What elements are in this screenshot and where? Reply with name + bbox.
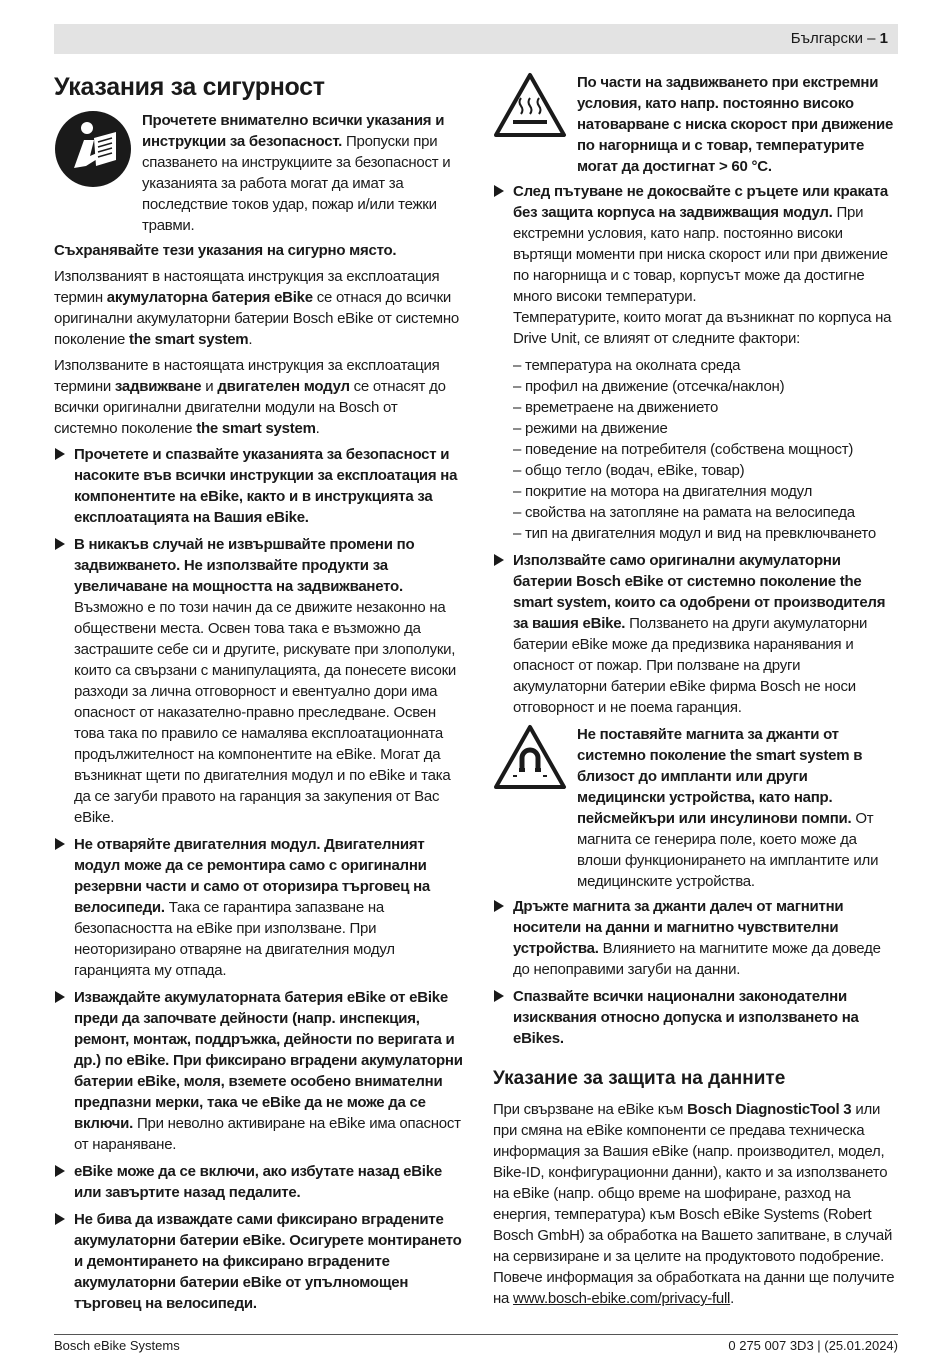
magnet-warning-text: Не поставяйте магнита за джанти от системно поколение the smart system в близост до импланти или други медицински устройства, като напр. пейсмейкъри или инсулинови помпи. От магнита се генерира поле, което може да влоши функционирането на имплантите или медицинските устройства. (577, 726, 879, 890)
list-item: – свойства на затопляне на рамата на велосипеда (513, 502, 898, 523)
page-number: 1 (879, 30, 888, 47)
footer-company: Bosch eBike Systems (54, 1338, 180, 1353)
list-item: – поведение на потребителя (собствена мощност) (513, 439, 898, 460)
drive-term-paragraph: Използваните в настоящата инструкция за експлоатация термини задвижване и двигателен модул се отнасят до всички оригинални двигателни модули на Bosch от системно поколение the smart system. (54, 357, 446, 437)
bullet-item: Изваждайте акумулаторната батерия eBike от eBike преди да започвате дейности (напр. инспекция, ремонт, монтаж, поддръжка, дейности по веригата и др.) по eBike. При фиксирано вградени акумулаторни батерии eBike, моля, вземете особено внимателни предпазни мерки, така че eBike да не може да се включи. При неволно активиране на eBike има опасност от нараняване. (54, 987, 464, 1155)
read-instructions-block (54, 110, 464, 236)
temperature-factors-intro: Температурите, които могат да възникнат по корпуса на Drive Unit, се влияят от следните фактори: (513, 309, 892, 347)
left-column (54, 72, 464, 1320)
footer-doc-number: 0 275 007 3D3 | (25.01.2024) (728, 1338, 898, 1353)
header-bar (54, 24, 898, 54)
data-protection-text: При свързване на eBike към Bosch DiagnosticTool 3 или при смяна на eBike компоненти се предава техническа информация за Вашия eBike (напр. производител, модел, Bike-ID, конфигурационни данни), както и за използването на eBike (напр. общо време на шофиране, разход на енергия, температура) към Bosch eBike Systems (Robert Bosch GmbH) за обработка на Вашето запитване, в случай на сервизиране и за целите на продуктовото подобрение. Повече информация за обработката на данни ще получите на www.bosch-ebike.com/privacy-full. (493, 1101, 895, 1307)
bullet-arrow-icon (494, 554, 504, 566)
list-item: – температура на околната среда (513, 355, 898, 376)
bullet-item: Използвайте само оригинални акумулаторни батерии Bosch eBike от системно поколение the smart system, които са одобрени от производителя за вашия eBike. Ползването на други акумулаторни батерии eBike може да предизвика наранявания и опасност от пожар. При ползване на други акумулаторни батерии eBike фирма Bosch не носи отговорност и не поема гаранция. (493, 550, 898, 718)
header-separator: – (862, 30, 880, 47)
list-item: – времетраене на движението (513, 397, 898, 418)
footer-divider (54, 1334, 898, 1335)
bullet-arrow-icon (55, 538, 65, 550)
read-instructions-text: Прочетете внимателно всички указания и инструкции за безопасност. Пропуски при спазването на инструкциите за безопасност и указанията за работа могат да имат за последствие токов удар, пожар и/или тежки травми. (142, 112, 451, 234)
hot-surface-text: По части на задвижването при екстремни условия, като напр. постоянно високо натоварване с ниска скорост при движение по нагорнища и с товар, температурите могат да достигнат > 60 °C. (577, 74, 894, 175)
magnet-warning-icon (493, 724, 567, 795)
hot-surface-warning-icon (493, 72, 567, 143)
bullet-arrow-icon (55, 1165, 65, 1177)
list-item: – покритие на мотора на двигателния модул (513, 481, 898, 502)
bullet-arrow-icon (55, 1213, 65, 1225)
bullet-item: eBike може да се включи, ако избутате назад eBike или завъртите назад педалите. (54, 1161, 464, 1203)
right-column (493, 72, 898, 1314)
bullet-arrow-icon (55, 838, 65, 850)
header-language: Български (790, 30, 863, 47)
list-item: – тип на двигателния модул и вид на превключването (513, 523, 898, 544)
list-item: – общо тегло (водач, eBike, товар) (513, 460, 898, 481)
page-header (791, 30, 888, 47)
bullet-arrow-icon (494, 990, 504, 1002)
keep-instructions: Съхранявайте тези указания на сигурно място. (54, 242, 397, 259)
page-title: Указания за сигурност (54, 73, 325, 101)
hot-surface-block (493, 72, 898, 177)
list-item: – профил на движение (отсечка/наклон) (513, 376, 898, 397)
bullet-arrow-icon (55, 991, 65, 1003)
bullet-arrow-icon (55, 448, 65, 460)
bullet-item: Не отваряйте двигателния модул. Двигателният модул може да се ремонтира само с оригинални резервни части и само от оторизира търговец на велосипеди. Така се гарантира запазване на безопасността на eBike при използване. При неоторизирано отваряне на двигателния модул гаранцията му отпада. (54, 834, 464, 981)
privacy-link[interactable]: www.bosch-ebike.com/privacy-full (513, 1290, 731, 1307)
magnet-warning-block (493, 724, 898, 892)
bullet-item: Спазвайте всички национални законодателни изисквания относно допуска и използването на eBikes. (493, 986, 898, 1049)
bullet-item: В никакъв случай не извършвайте промени по задвижването. Не използвайте продукти за увеличаване на мощността на задвижването. Възможно е по този начин да се движите незаконно на обществени места. Освен това така е възможно да застрашите себе си и другите, рискувате при злополуки, които са свързани с манипулацията, да понесете високи разходи за лична отговорност и евентуално дори има опасност от наказателно-правно преследване. Освен това така по правило се намалява експлоатационната продължителност на компонентите на eBike. Могат да възникнат щети по двигателния модул и по eBike и така да се загуби правото на гаранция за закупения от Вас eBike. (54, 534, 464, 828)
temperature-factors-list (513, 355, 898, 544)
bullet-arrow-icon (494, 185, 504, 197)
data-protection-title: Указание за защита на данните (493, 1068, 786, 1089)
battery-term-paragraph: Използваният в настоящата инструкция за експлоатация термин акумулаторна батерия eBike се отнася до всички оригинални акумулаторни батерии Bosch eBike от системно поколение the smart system. (54, 268, 459, 348)
read-manual-icon (54, 110, 132, 193)
bullet-item: Не бива да изваждате сами фиксирано вградените акумулаторни батерии eBike. Осигурете монтирането и демонтирането на фиксирано вградените акумулаторни батерии eBike от упълномощен търговец на велосипеди. (54, 1209, 464, 1314)
bullet-arrow-icon (494, 900, 504, 912)
bullet-item: След пътуване не докосвайте с ръцете или краката без защита корпуса на задвижващия модул. При екстремни условия, като напр. постоянно високи въртящи моменти при ниска скорост или при движение по нагорнища и с товар, корпусът може да достигне много високи температури. Температурите, които могат да възникнат по корпуса на Drive Unit, се влияят от следните фактори: (493, 181, 898, 349)
bullet-item: Прочетете и спазвайте указанията за безопасност и насоките във всички инструкции за експлоатация на компонентите на eBike, както и в инструкцията за експлоатацията на Вашия eBike. (54, 444, 464, 528)
bullet-item: Дръжте магнита за джанти далеч от магнитни носители на данни и магнитно чувствителни устройства. Влиянието на магнитите може да доведе до непоправими загуби на данни. (493, 896, 898, 980)
list-item: – режими на движение (513, 418, 898, 439)
